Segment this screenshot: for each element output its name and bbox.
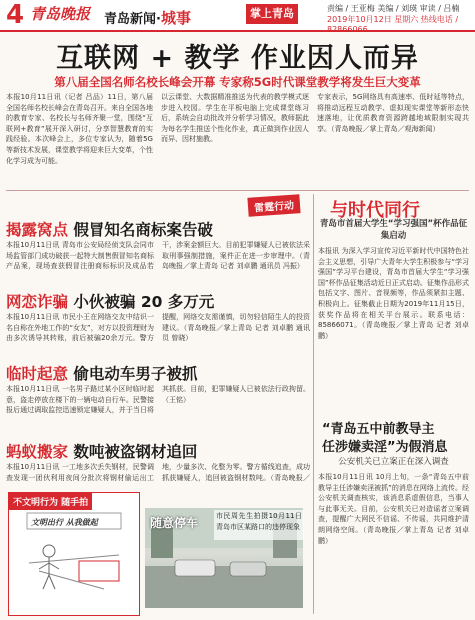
editor-line: 责编 / 王亚梅 美编 / 刘瑛 审读 / 吕楠: [327, 4, 460, 13]
era-body: 本报讯 为深入学习宣传习近平新时代中国特色社会主义思想，引导广大青年大学生积极参与“学习强国”学习平台建设，青岛市首届大学生“学习强国”杯作品征集活动近日正式启动。征集作品形式包括文字、图片、音视频等，作品须紧扣主题、积极向上。征集截止日期为2019年11月15日，获奖作品将在相关平台展示。联系电话：85866071。（青岛晚报／掌上青岛 记者 刘卓鹏）: [318, 247, 469, 340]
ant-body: 本报10月11日讯 一工地多次丢失钢材，民警调查发现一团伙利用夜间分批次将钢材偷运出工地，少量多次、化整为零。警方循线追查，成功抓获嫌疑人，追回被盗钢材数吨。（青岛晚报／: [6, 463, 310, 482]
fraud-headline-part1: 网恋诈骗: [6, 293, 69, 311]
fraud-body: 本报10月11日讯 市民小王在网络交友中结识一名自称在外地工作的“女友”，对方以投资理财为由多次诱导其转账，前后被骗20余万元。警方提醒，网络交友需谨慎，切勿轻信陌生人的投资建议。（青岛晚报／掌上青岛 记者 刘卓鹏 通讯员 曾晓）: [6, 313, 310, 343]
fraud-headline-part2: 小伙被骗 20 多万元: [73, 293, 215, 311]
rumor-subheadline: 公安机关已立案正在深入调查: [338, 457, 449, 467]
cartoon-corner-label2-text: 随手拍: [61, 498, 89, 508]
scooter-body: 本报10月11日讯 一名男子路过某小区时临时起意，盗走停放在楼下的一辆电动自行车。民警接报后通过调取监控迅速锁定嫌疑人，并于当日将其抓获。目前，犯罪嫌疑人已被依法行政拘留。（王铭）: [6, 385, 310, 415]
photo-label: 随意停车: [150, 516, 199, 530]
cartoon-panel: [8, 492, 140, 616]
scooter-headline: [6, 362, 197, 384]
lead-subheadline: 第八届全国名师名校长峰会开幕 专家称5G时代课堂教学将发生巨大变革: [54, 75, 421, 89]
cartoon-drawing: [9, 493, 139, 615]
era-headline: 与时代同行: [330, 200, 420, 221]
scooter-headline-part1: 临时起意: [6, 365, 69, 383]
section-name: 城事: [160, 9, 191, 27]
era-subheadline: 青岛市首届大学生“学习强国”杯作品征集启动: [319, 219, 468, 241]
scooter-headline-part2: 偷电动车男子被抓: [73, 365, 198, 383]
rumor-headline-line1: “青岛五中前教导主: [322, 422, 435, 437]
cartoon-card-label: 文明出行 从我做起: [31, 517, 98, 527]
ant-headline-part2: 数吨被盗钢材追回: [73, 443, 198, 461]
section-title: [104, 7, 191, 28]
lead-headline: 互联网 + 教学 作业因人而异: [56, 43, 419, 74]
page-number: 4: [6, 0, 25, 30]
column-divider: [313, 194, 314, 614]
rumor-headline-line2: 任涉嫌卖淫”为假消息: [322, 440, 448, 455]
story-tag: 雷霆行动: [247, 194, 300, 217]
ant-headline: [6, 440, 197, 462]
trademark-headline: [6, 218, 213, 240]
photo-caption: 市民周先生拍摄10月11日青岛市区某路口的违停现象: [214, 510, 304, 540]
section-divider: [6, 190, 469, 191]
fraud-headline: [6, 290, 214, 312]
section-prefix: 青岛新闻·: [104, 12, 161, 27]
lead-body-col2: 以云课堂、大数据精准推送为代表的教学模式逐步进入校园。学生在平板电脑上完成课堂练习后，系统会自动批改并分析学习情况，教师据此为每名学生推送个性化作业，真正做到作业因人而异、因材施教。: [161, 93, 309, 144]
lead-body-col3: 专家表示，5G网络具有高速率、低时延等特点，将推动远程互动教学、虚拟现实课堂等新形态快速落地，让优质教育资源跨越地域限制实现共享。（青岛晚报／掌上青岛／观海新闻）: [317, 93, 469, 133]
rumor-body: 本报10月11日讯 10月上旬，一条“青岛五中前教导主任涉嫌卖淫被抓”的消息在网络上流传。经公安机关调查核实，该消息系虚假信息，当事人与此事无关。目前，公安机关已对造谣者立案调查，提醒广大网民不信谣、不传谣，共同维护清朗网络空间。（青岛晚报／掌上青岛 记者 刘卓鹏）: [318, 473, 469, 545]
paper-name: 青岛晚报: [30, 5, 91, 23]
trademark-headline-part2: 假冒知名商标案告破: [73, 221, 213, 239]
page-header: [0, 0, 475, 32]
date-line: 2019年10月12日 星期六 热线电话 / 82866066: [327, 15, 459, 34]
ant-headline-part1: 蚂蚁搬家: [6, 443, 69, 461]
trademark-headline-part1: 揭露窝点: [6, 221, 69, 239]
trademark-body: 本报10月11日讯 青岛市公安局经侦支队会同市场监管部门成功破获一起特大制售假冒知名商标产品案，现场查获假冒注册商标标识及成品若干，涉案金额巨大。目前犯罪嫌疑人已被依法采取刑事强制措施，案件正在进一步审理中。（青岛晚报／掌上青岛 记者 刘卓鹏 通讯员 冯振）: [6, 241, 310, 271]
app-badge[interactable]: 掌上青岛: [246, 4, 298, 24]
lead-body-col1: 本报10月11日讯（记者 吕品）11日，第八届全国名师名校长峰会在青岛召开。来自全国各地的教育专家、名校长与名师齐聚一堂，围绕“互联网+教育”展开深入研讨，分享智慧教育的实践经验。本次峰会上，多位专家认为，随着5G等新技术发展，课堂教学将迎来巨大变革，个性化学习成为可能。: [6, 93, 153, 165]
cartoon-corner-label-text: 不文明行为: [13, 498, 59, 508]
